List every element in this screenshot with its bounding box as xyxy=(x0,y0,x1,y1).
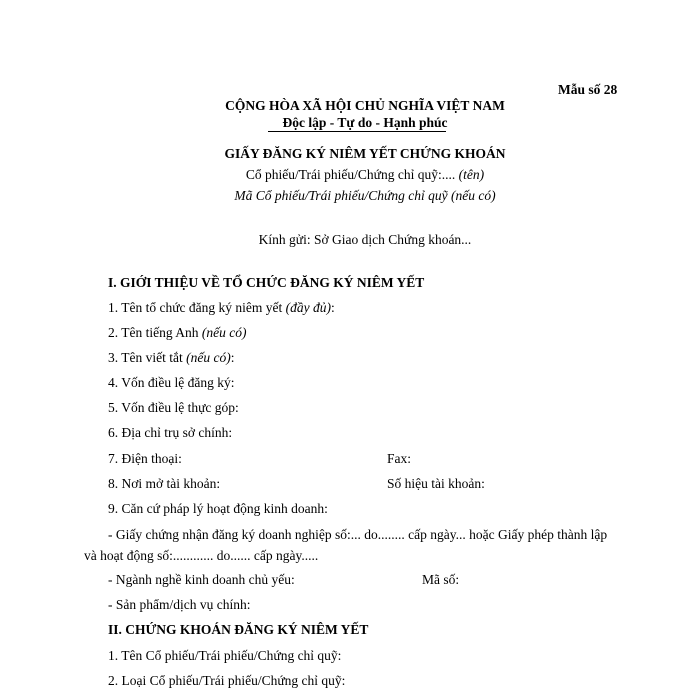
item-3-note: (nếu có) xyxy=(186,350,231,365)
security-name-text: Cổ phiếu/Trái phiếu/Chứng chỉ quỹ:.... xyxy=(245,167,456,182)
section-1-item-6: 6. Địa chỉ trụ sở chính: xyxy=(108,425,233,440)
main-business-line: - Ngành nghề kinh doanh chủ yếu: xyxy=(108,572,295,587)
document-title: GIẤY ĐĂNG KÝ NIÊM YẾT CHỨNG KHOÁN xyxy=(224,146,506,161)
security-code-line: Mã Cổ phiếu/Trái phiếu/Chứng chỉ quỹ (nếu có) xyxy=(234,188,496,203)
section-2-item-2: 2. Loại Cổ phiếu/Trái phiếu/Chứng chỉ quỹ: xyxy=(108,673,346,688)
section-1-item-8-account: Số hiệu tài khoản: xyxy=(387,476,485,491)
section-1-heading: I. GIỚI THIỆU VỀ TỔ CHỨC ĐĂNG KÝ NIÊM YẾT xyxy=(108,275,425,290)
addressee: Kính gửi: Sở Giao dịch Chứng khoán... xyxy=(258,232,472,247)
section-1-item-1 xyxy=(108,300,335,316)
section-2-item-1: 1. Tên Cổ phiếu/Trái phiếu/Chứng chỉ quỹ: xyxy=(108,648,342,663)
main-products: - Sản phẩm/dịch vụ chính: xyxy=(108,597,251,612)
motto-underline xyxy=(268,131,446,132)
item-1-note: (đầy đủ) xyxy=(285,300,332,315)
section-1-item-7-fax: Fax: xyxy=(387,451,412,466)
country-name: CỘNG HÒA XÃ HỘI CHỦ NGHĨA VIỆT NAM xyxy=(225,98,505,113)
business-code: Mã số: xyxy=(422,572,460,587)
item-1-suffix: : xyxy=(331,300,335,315)
section-2-heading: II. CHỨNG KHOÁN ĐĂNG KÝ NIÊM YẾT xyxy=(108,622,369,637)
section-1-item-8-bank: 8. Nơi mở tài khoản: xyxy=(108,476,221,491)
section-1-item-3 xyxy=(108,350,234,366)
item-1-text: 1. Tên tổ chức đăng ký niêm yết xyxy=(108,300,283,315)
section-1-item-5: 5. Vốn điều lệ thực góp: xyxy=(108,400,239,415)
security-name-line xyxy=(0,167,700,183)
item-3-text: 3. Tên viết tắt xyxy=(108,350,183,365)
item-2-text: 2. Tên tiếng Anh xyxy=(108,325,199,340)
section-1-item-2 xyxy=(108,325,246,341)
business-license-line-1: - Giấy chứng nhận đăng ký doanh nghiệp số:... do........ cấp ngày... hoặc Giấy phép thành lập xyxy=(108,527,608,542)
section-1-item-9: 9. Căn cứ pháp lý hoạt động kinh doanh: xyxy=(108,501,328,516)
security-name-note: (tên) xyxy=(458,167,485,182)
form-number: Mẫu số 28 xyxy=(558,82,618,97)
section-1-item-7-phone: 7. Điện thoại: xyxy=(108,451,182,466)
national-motto: Độc lập - Tự do - Hạnh phúc xyxy=(282,115,448,130)
section-1-item-4: 4. Vốn điều lệ đăng ký: xyxy=(108,375,235,390)
item-3-suffix: : xyxy=(230,350,235,365)
item-2-note: (nếu có) xyxy=(201,325,247,340)
business-license-line-2: và hoạt động số:............ do...... cấp ngày..... xyxy=(84,548,319,563)
